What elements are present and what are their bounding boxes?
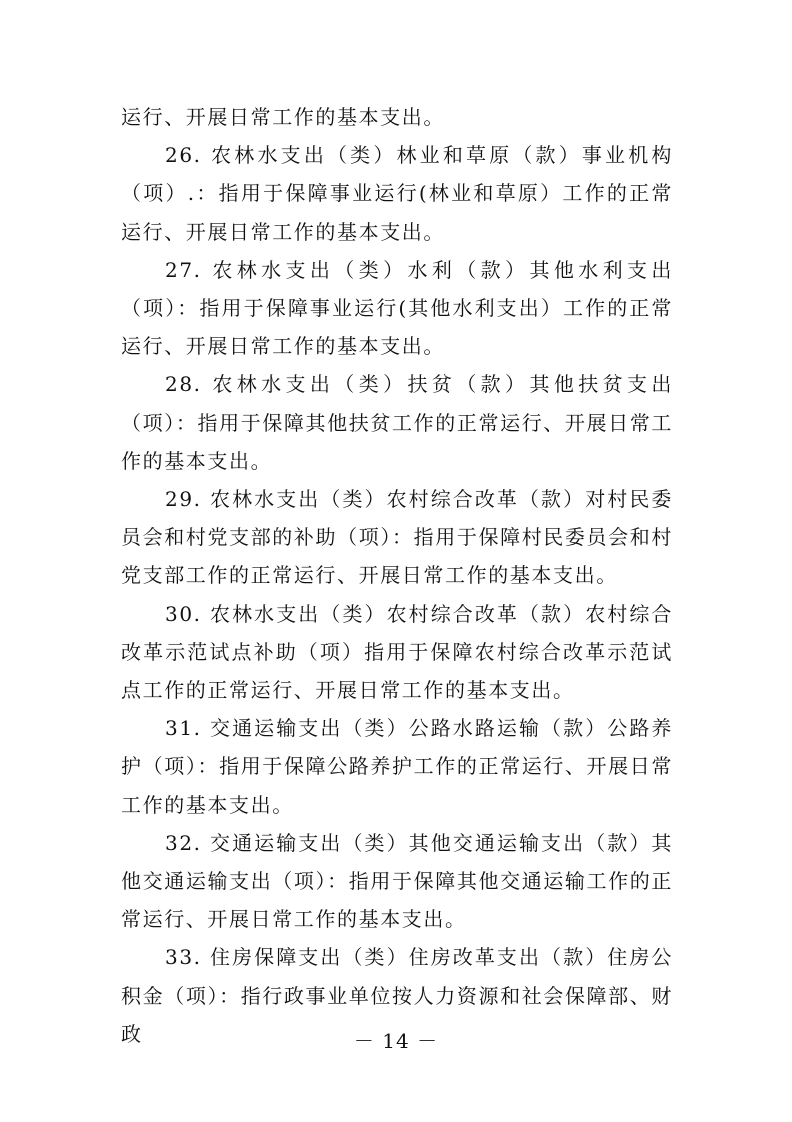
document-body <box>121 98 673 1053</box>
page-number: － 14 － <box>353 1029 439 1053</box>
item-31-paragraph: 31. 交通运输支出（类）公路水路运输（款）公路养护（项）：指用于保障公路养护工作的正常运行、开展日常工作的基本支出。 <box>121 716 673 817</box>
item-26-paragraph: 26. 农林水支出（类）林业和草原（款）事业机构（项）.：指用于保障事业运行(林业和草原）工作的正常运行、开展日常工作的基本支出。 <box>121 143 673 244</box>
item-27-paragraph: 27. 农林水支出（类）水利（款）其他水利支出（项）：指用于保障事业运行(其他水利支出）工作的正常运行、开展日常工作的基本支出。 <box>121 257 673 359</box>
item-33-paragraph: 33. 住房保障支出（类）住房改革支出（款）住房公积金（项）：指行政事业单位按人力资源和社会保障部、财政 <box>121 945 673 1046</box>
item-32-paragraph: 32. 交通运输支出（类）其他交通运输支出（款）其他交通运输支出（项）：指用于保障其他交通运输工作的正常运行、开展日常工作的基本支出。 <box>121 830 673 932</box>
item-29-paragraph: 29. 农林水支出（类）农村综合改革（款）对村民委员会和村党支部的补助（项）：指用于保障村民委员会和村党支部工作的正常运行、开展日常工作的基本支出。 <box>121 487 673 588</box>
continuation-paragraph: 运行、开展日常工作的基本支出。 <box>121 105 445 129</box>
item-30-paragraph: 30. 农林水支出（类）农村综合改革（款）农村综合改革示范试点补助（项）指用于保障农村综合改革示范试点工作的正常运行、开展日常工作的基本支出。 <box>121 601 673 703</box>
item-28-paragraph: 28. 农林水支出（类）扶贫（款）其他扶贫支出（项）：指用于保障其他扶贫工作的正常运行、开展日常工作的基本支出。 <box>121 372 673 473</box>
